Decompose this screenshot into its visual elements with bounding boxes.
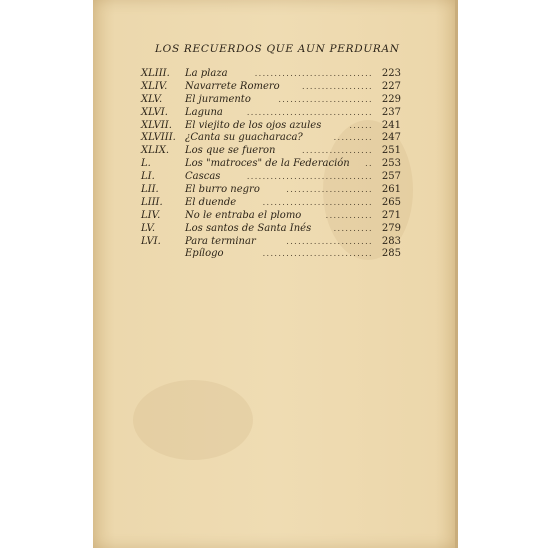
page-number: 241 xyxy=(381,119,401,131)
chapter-number: LIII. xyxy=(141,196,163,208)
dot-leader: .................. xyxy=(302,81,373,91)
table-of-contents xyxy=(141,68,401,261)
toc-entry xyxy=(141,223,401,236)
dot-leader: .............................. xyxy=(254,69,373,78)
toc-entry xyxy=(141,158,401,171)
chapter-title: Para terminar xyxy=(185,235,256,247)
dot-leader: ............................ xyxy=(262,197,373,207)
chapter-number: LIV. xyxy=(141,209,161,221)
toc-entry xyxy=(141,248,401,261)
chapter-title: Epílogo xyxy=(185,248,224,260)
chapter-number: XLVIII. xyxy=(141,132,176,144)
chapter-title: Los santos de Santa Inés xyxy=(185,222,312,234)
page-number: 251 xyxy=(381,145,401,157)
chapter-title: Los que se fueron xyxy=(185,145,276,157)
chapter-number: LVI. xyxy=(141,235,161,247)
page-number: 265 xyxy=(381,196,401,208)
toc-entry xyxy=(141,184,401,197)
dot-leader: .......... xyxy=(333,223,373,233)
toc-entry xyxy=(141,236,401,249)
chapter-title: No le entraba el plomo xyxy=(185,209,302,221)
page-number: 253 xyxy=(381,158,401,170)
page-number: 247 xyxy=(381,132,401,144)
chapter-title: ¿Canta su guacharaca? xyxy=(185,132,303,144)
page-number: 279 xyxy=(381,222,401,234)
chapter-title: Los "matroces" de la Federación xyxy=(185,158,350,170)
dot-leader: ................................ xyxy=(246,107,373,117)
toc-entry xyxy=(141,68,401,81)
page-number: 257 xyxy=(381,171,401,183)
chapter-number: LV. xyxy=(141,222,156,234)
toc-entry xyxy=(141,120,401,133)
toc-entry xyxy=(141,94,401,107)
dot-leader: ........................ xyxy=(278,94,373,104)
page-number: 223 xyxy=(381,68,401,79)
toc-entry xyxy=(141,145,401,158)
page-number: 271 xyxy=(381,209,401,221)
dot-leader: ...................... xyxy=(286,185,373,195)
page-number: 285 xyxy=(381,248,401,260)
page-number: 229 xyxy=(381,93,401,105)
chapter-title: El burro negro xyxy=(185,184,260,196)
dot-leader: .. xyxy=(365,159,373,169)
paper-stain xyxy=(133,380,253,460)
toc-entry xyxy=(141,81,401,94)
dot-leader: .................. xyxy=(302,146,373,156)
dot-leader: ...................... xyxy=(286,236,373,246)
page-edge xyxy=(455,0,458,548)
chapter-number: XLV. xyxy=(141,93,163,105)
page-number: 261 xyxy=(381,184,401,196)
dot-leader: ...... xyxy=(349,120,373,130)
toc-entry xyxy=(141,210,401,223)
chapter-number: XLVII. xyxy=(141,119,172,131)
chapter-number: XLVI. xyxy=(141,106,168,118)
chapter-title: Navarrete Romero xyxy=(185,80,280,92)
dot-leader: .......... xyxy=(333,133,373,143)
chapter-number: XLIV. xyxy=(141,80,168,92)
toc-entry xyxy=(141,171,401,184)
chapter-title: Cascas xyxy=(185,171,221,183)
chapter-title: El viejito de los ojos azules xyxy=(185,119,322,131)
page-number: 283 xyxy=(381,235,401,247)
page-number: 227 xyxy=(381,80,401,92)
chapter-title: El duende xyxy=(185,196,237,208)
dot-leader: ............................ xyxy=(262,249,373,259)
chapter-title: La plaza xyxy=(185,68,228,79)
page-number: 237 xyxy=(381,106,401,118)
chapter-title: El juramento xyxy=(185,93,251,105)
toc-entry xyxy=(141,107,401,120)
chapter-number: XLIII. xyxy=(141,68,170,79)
chapter-number: XLIX. xyxy=(141,145,170,157)
toc-entry xyxy=(141,132,401,145)
chapter-number: LII. xyxy=(141,184,159,196)
chapter-number: L. xyxy=(141,158,151,170)
dot-leader: ............ xyxy=(325,210,373,220)
chapter-number: LI. xyxy=(141,171,155,183)
toc-entry xyxy=(141,197,401,210)
section-heading: LOS RECUERDOS QUE AUN PERDURAN xyxy=(155,43,400,55)
dot-leader: ................................ xyxy=(246,172,373,182)
chapter-title: Laguna xyxy=(185,106,223,118)
